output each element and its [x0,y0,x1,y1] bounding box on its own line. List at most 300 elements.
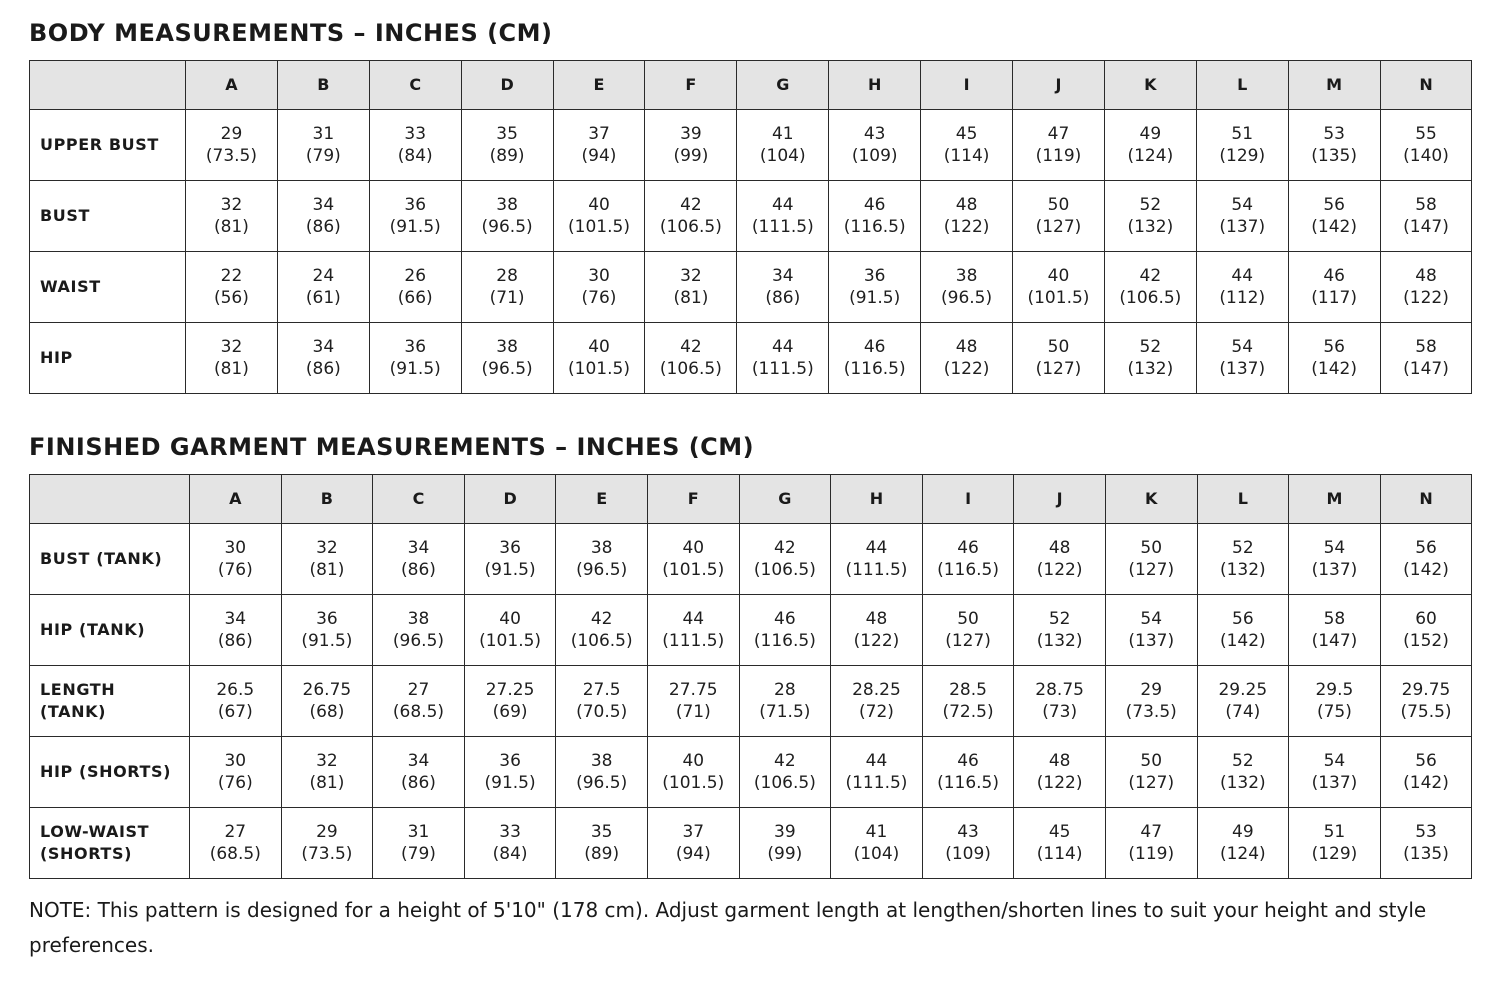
measurement-cell [647,595,739,666]
inches-value: 40 [499,609,521,629]
cm-value: (127) [1035,359,1082,379]
cm-value: (142) [1219,631,1266,651]
measurement-cell [921,252,1013,323]
cm-value: (132) [1127,359,1174,379]
size-header-l: L [1197,475,1289,524]
inches-value: 26.5 [216,680,255,700]
inches-value: 58 [1323,609,1346,629]
size-header-h: H [831,475,923,524]
size-header-i: I [922,475,1014,524]
inches-value: 38 [590,751,613,771]
cm-value: (96.5) [481,359,533,379]
cm-value: (81) [309,773,345,793]
size-header-m: M [1289,475,1381,524]
inches-value: 54 [1323,751,1346,771]
inches-value: 38 [407,609,430,629]
measurement-cell [277,181,369,252]
cm-value: (76) [217,560,253,580]
measurement-cell [647,808,739,879]
inches-value: 28.75 [1035,680,1084,700]
inches-value: 36 [404,337,427,357]
size-header-f: F [647,475,739,524]
measurement-cell [829,110,921,181]
cm-value: (68.5) [209,844,261,864]
inches-value: 50 [1047,195,1070,215]
inches-value: 28.5 [949,680,987,700]
cm-value: (71) [489,288,525,308]
measurement-cell [464,666,556,737]
measurement-cell [829,252,921,323]
cm-value: (73) [1042,702,1078,722]
inches-value: 48 [955,195,978,215]
inches-value: 33 [404,124,427,144]
measurement-cell [369,110,461,181]
cm-value: (91.5) [301,631,353,651]
size-header-a: A [186,61,278,110]
inches-value: 33 [499,822,521,842]
inches-value: 56 [1323,195,1345,215]
inches-value: 42 [774,538,796,558]
row-label: HIP [30,323,186,394]
cm-value: (86) [305,359,341,379]
inches-value: 56 [1232,609,1254,629]
measurement-cell [739,666,831,737]
measurement-cell [1380,110,1472,181]
inches-value: 36 [499,751,521,771]
measurement-cell [556,524,648,595]
measurement-cell [1380,181,1472,252]
inches-value: 55 [1415,124,1437,144]
measurement-cell [645,181,737,252]
measurement-cell [373,666,465,737]
measurement-cell [1197,737,1289,808]
cm-value: (132) [1036,631,1083,651]
cm-value: (116.5) [753,631,816,651]
measurement-cell [464,808,556,879]
cm-value: (70.5) [576,702,628,722]
header-corner-cell [30,475,190,524]
cm-value: (94) [581,146,617,166]
measurement-cell [1380,808,1472,879]
row-label: LOW-WAIST (SHORTS) [30,808,190,879]
cm-value: (135) [1403,844,1449,864]
inches-value: 42 [774,751,796,771]
cm-value: (137) [1311,560,1358,580]
inches-value: 49 [1139,124,1162,144]
cm-value: (86) [401,773,436,793]
row-label: HIP (SHORTS) [30,737,190,808]
inches-value: 44 [682,609,705,629]
inches-value: 34 [407,751,430,771]
cm-value: (142) [1311,359,1357,379]
measurement-cell [277,110,369,181]
measurement-cell [1197,595,1289,666]
table-row [30,737,1472,808]
cm-value: (101.5) [568,359,630,379]
cm-value: (147) [1311,631,1358,651]
measurement-cell [737,252,829,323]
cm-value: (79) [401,844,436,864]
cm-value: (69) [492,702,528,722]
cm-value: (84) [492,844,528,864]
cm-value: (94) [675,844,711,864]
inches-value: 48 [1048,538,1071,558]
measurement-cell [461,252,553,323]
inches-value: 30 [588,266,610,286]
cm-value: (81) [213,359,249,379]
inches-value: 24 [312,266,335,286]
inches-value: 46 [863,195,886,215]
measurement-cell [921,181,1013,252]
measurement-cell [647,666,739,737]
inches-value: 26.75 [302,680,352,700]
measurement-cell [739,808,831,879]
inches-value: 43 [863,124,886,144]
cm-value: (116.5) [937,560,1000,580]
measurement-cell [556,595,648,666]
cm-value: (73.5) [301,844,353,864]
cm-value: (74) [1225,702,1261,722]
inches-value: 45 [955,124,978,144]
size-header-h: H [829,61,921,110]
inches-value: 38 [496,337,518,357]
row-label: LENGTH (TANK) [30,666,190,737]
cm-value: (106.5) [753,560,816,580]
inches-value: 46 [1323,266,1345,286]
inches-value: 29.25 [1218,680,1268,700]
cm-value: (75.5) [1400,702,1452,722]
cm-value: (127) [1035,217,1082,237]
table-row [30,666,1472,737]
inches-value: 56 [1415,538,1437,558]
inches-value: 48 [955,337,978,357]
inches-value: 26 [404,266,427,286]
cm-value: (86) [305,217,341,237]
measurement-cell [831,808,923,879]
cm-value: (81) [309,560,345,580]
inches-value: 40 [588,195,610,215]
measurement-cell [1104,181,1196,252]
cm-value: (137) [1128,631,1175,651]
body-measurements-title: BODY MEASUREMENTS – INCHES (CM) [29,19,553,47]
cm-value: (137) [1311,773,1358,793]
cm-value: (129) [1311,844,1358,864]
measurement-cell [373,808,465,879]
measurement-cell [647,524,739,595]
inches-value: 30 [224,538,247,558]
inches-value: 58 [1415,195,1437,215]
measurement-cell [1196,110,1288,181]
measurement-cell [739,737,831,808]
measurement-cell [281,808,373,879]
inches-value: 56 [1323,337,1345,357]
measurement-cell [1105,737,1197,808]
measurement-cell [1104,252,1196,323]
measurement-cell [190,666,282,737]
measurement-cell [1380,252,1472,323]
cm-value: (127) [945,631,991,651]
measurement-cell [556,666,648,737]
cm-value: (116.5) [843,359,906,379]
measurement-cell [461,110,553,181]
measurement-cell [1289,737,1381,808]
garment-measurements-title: FINISHED GARMENT MEASUREMENTS – INCHES (CM) [29,433,755,461]
measurement-cell [464,524,556,595]
measurement-cell [1288,110,1380,181]
cm-value: (86) [401,560,436,580]
cm-value: (142) [1403,773,1449,793]
inches-value: 36 [404,195,427,215]
inches-value: 54 [1140,609,1163,629]
measurement-cell [373,737,465,808]
inches-value: 37 [588,124,610,144]
measurement-cell [1013,252,1105,323]
row-label: BUST (TANK) [30,524,190,595]
cm-value: (147) [1403,359,1449,379]
inches-value: 42 [590,609,613,629]
size-header-d: D [464,475,556,524]
measurement-cell [464,737,556,808]
measurement-cell [647,737,739,808]
measurement-cell [1013,181,1105,252]
cm-value: (124) [1219,844,1266,864]
cm-value: (104) [853,844,900,864]
inches-value: 47 [1047,124,1070,144]
measurement-cell [1104,110,1196,181]
inches-value: 32 [316,538,338,558]
inches-value: 27 [224,822,247,842]
cm-value: (122) [943,359,990,379]
cm-value: (86) [217,631,253,651]
cm-value: (114) [1036,844,1083,864]
cm-value: (116.5) [937,773,1000,793]
inches-value: 41 [865,822,888,842]
inches-value: 44 [865,538,888,558]
measurement-cell [1105,808,1197,879]
inches-value: 52 [1232,538,1254,558]
inches-value: 40 [682,538,705,558]
inches-value: 42 [680,195,702,215]
cm-value: (137) [1219,217,1266,237]
size-header-j: J [1014,475,1106,524]
cm-value: (142) [1311,217,1357,237]
size-header-c: C [373,475,465,524]
cm-value: (99) [673,146,709,166]
cm-value: (104) [759,146,806,166]
measurement-cell [1197,666,1289,737]
inches-value: 49 [1232,822,1254,842]
inches-value: 40 [1047,266,1070,286]
measurement-cell [553,252,645,323]
inches-value: 45 [1048,822,1071,842]
measurement-cell [553,323,645,394]
size-header-b: B [277,61,369,110]
inches-value: 22 [220,266,243,286]
inches-value: 27.25 [485,680,535,700]
cm-value: (127) [1128,560,1175,580]
inches-value: 39 [774,822,796,842]
inches-value: 36 [499,538,521,558]
inches-value: 46 [863,337,886,357]
cm-value: (89) [489,146,525,166]
measurement-cell [373,595,465,666]
size-header-n: N [1380,475,1472,524]
cm-value: (106.5) [1119,288,1182,308]
inches-value: 32 [680,266,702,286]
inches-value: 29.5 [1315,680,1354,700]
measurement-cell [464,595,556,666]
cm-value: (84) [397,146,433,166]
inches-value: 38 [496,195,518,215]
cm-value: (111.5) [845,560,908,580]
cm-value: (101.5) [662,773,725,793]
cm-value: (142) [1403,560,1449,580]
measurement-cell [922,666,1014,737]
inches-value: 40 [682,751,705,771]
cm-value: (152) [1403,631,1449,651]
cm-value: (67) [217,702,253,722]
inches-value: 34 [407,538,430,558]
measurement-cell [1197,524,1289,595]
inches-value: 34 [312,195,335,215]
cm-value: (96.5) [576,773,628,793]
size-header-e: E [556,475,648,524]
size-header-e: E [553,61,645,110]
measurement-cell [1289,595,1381,666]
size-header-c: C [369,61,461,110]
cm-value: (101.5) [479,631,542,651]
measurement-cell [829,181,921,252]
measurement-cell [461,323,553,394]
size-header-k: K [1104,61,1196,110]
inches-value: 44 [1231,266,1254,286]
cm-value: (106.5) [659,217,722,237]
measurement-cell [369,252,461,323]
cm-value: (99) [767,844,803,864]
measurement-cell [922,737,1014,808]
cm-value: (112) [1219,288,1266,308]
cm-value: (71.5) [759,702,811,722]
measurement-cell [1104,323,1196,394]
measurement-cell [831,595,923,666]
measurement-cell [1380,524,1472,595]
measurement-cell [369,181,461,252]
size-header-a: A [190,475,282,524]
inches-value: 36 [863,266,886,286]
cm-value: (132) [1127,217,1174,237]
size-header-g: G [739,475,831,524]
inches-value: 54 [1231,195,1254,215]
cm-value: (111.5) [751,359,814,379]
cm-value: (101.5) [1027,288,1090,308]
size-chart-page [29,14,1472,963]
table-row [30,808,1472,879]
measurement-cell [1288,252,1380,323]
inches-value: 44 [865,751,888,771]
inches-value: 52 [1139,195,1162,215]
measurement-cell [645,323,737,394]
measurement-cell [277,252,369,323]
table-row [30,110,1472,181]
inches-value: 56 [1415,751,1437,771]
measurement-cell [737,323,829,394]
measurement-cell [1014,524,1106,595]
cm-value: (127) [1128,773,1175,793]
measurement-cell [1380,737,1472,808]
inches-value: 51 [1323,822,1346,842]
measurement-cell [831,666,923,737]
measurement-cell [190,737,282,808]
cm-value: (117) [1311,288,1357,308]
cm-value: (96.5) [941,288,993,308]
inches-value: 46 [957,538,979,558]
cm-value: (91.5) [849,288,901,308]
size-header-l: L [1196,61,1288,110]
cm-value: (72.5) [942,702,994,722]
measurement-cell [1105,524,1197,595]
size-header-k: K [1105,475,1197,524]
inches-value: 52 [1048,609,1071,629]
inches-value: 50 [1047,337,1070,357]
cm-value: (114) [943,146,990,166]
inches-value: 32 [316,751,338,771]
measurement-cell [922,524,1014,595]
inches-value: 37 [682,822,705,842]
inches-value: 29 [1140,680,1163,700]
inches-value: 40 [588,337,610,357]
measurement-cell [1288,323,1380,394]
measurement-cell [1380,323,1472,394]
measurement-cell [1105,666,1197,737]
cm-value: (76) [217,773,253,793]
cm-value: (109) [851,146,898,166]
inches-value: 47 [1140,822,1163,842]
inches-value: 60 [1415,609,1437,629]
inches-value: 34 [224,609,247,629]
cm-value: (119) [1035,146,1082,166]
inches-value: 48 [1048,751,1071,771]
size-header-m: M [1288,61,1380,110]
inches-value: 35 [590,822,613,842]
size-header-row [30,61,1472,110]
cm-value: (76) [581,288,617,308]
measurement-cell [1196,181,1288,252]
measurement-cell [1105,595,1197,666]
inches-value: 39 [680,124,702,144]
measurement-cell [831,737,923,808]
cm-value: (91.5) [484,773,536,793]
inches-value: 32 [220,195,243,215]
cm-value: (71) [675,702,711,722]
inches-value: 43 [957,822,979,842]
measurement-cell [1196,252,1288,323]
inches-value: 30 [224,751,247,771]
size-header-b: B [281,475,373,524]
measurement-cell [1014,666,1106,737]
inches-value: 53 [1323,124,1345,144]
inches-value: 29 [316,822,338,842]
cm-value: (132) [1219,773,1266,793]
measurement-cell [190,808,282,879]
size-header-row [30,475,1472,524]
cm-value: (86) [765,288,801,308]
inches-value: 31 [312,124,335,144]
measurement-cell [829,323,921,394]
measurement-cell [281,595,373,666]
cm-value: (122) [1036,560,1083,580]
cm-value: (140) [1403,146,1449,166]
garment-measurements-table [29,474,1472,879]
